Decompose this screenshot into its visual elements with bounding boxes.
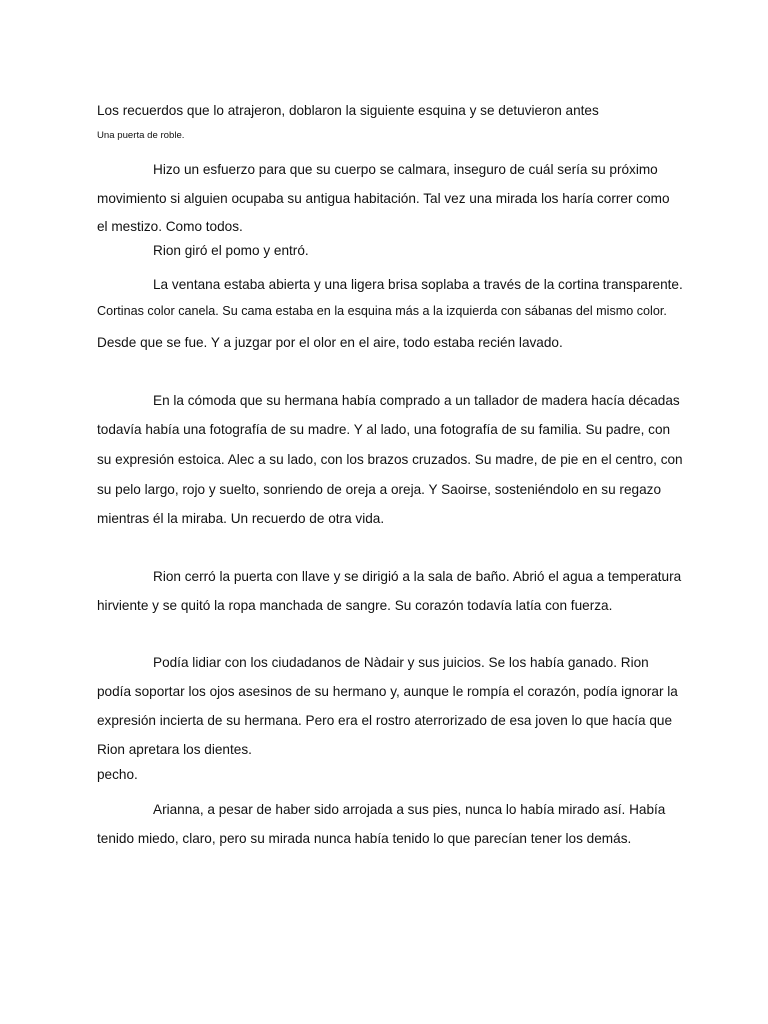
text-line: Rion apretara los dientes. [97,742,252,757]
text-line: podía soportar los ojos asesinos de su hermano y, aunque le rompía el corazón, podía ignorar la [97,684,678,699]
text-line: pecho. [97,767,138,782]
text-line: movimiento si alguien ocupaba su antigua habitación. Tal vez una mirada los haría correr como [97,191,670,206]
text-line: Hizo un esfuerzo para que su cuerpo se calmara, inseguro de cuál sería su próximo [153,162,658,177]
text-line: Rion giró el pomo y entró. [153,243,309,258]
text-line: Cortinas color canela. Su cama estaba en la esquina más a la izquierda con sábanas del mismo color. [97,304,667,318]
text-line: La ventana estaba abierta y una ligera brisa soplaba a través de la cortina transparente. [153,277,683,292]
text-line: todavía había una fotografía de su madre. Y al lado, una fotografía de su familia. Su padre, con [97,422,671,437]
text-line: Arianna, a pesar de haber sido arrojada a sus pies, nunca lo había mirado así. Había [153,802,666,817]
text-line: hirviente y se quitó la ropa manchada de sangre. Su corazón todavía latía con fuerza. [97,598,613,613]
text-line: Podía lidiar con los ciudadanos de Nàdair y sus juicios. Se los había ganado. Rion [153,655,649,670]
text-line: Una puerta de roble. [97,130,185,141]
text-line: el mestizo. Como todos. [97,219,243,234]
text-line: Rion cerró la puerta con llave y se dirigió a la sala de baño. Abrió el agua a temperatura [153,569,682,584]
text-line: Desde que se fue. Y a juzgar por el olor en el aire, todo estaba recién lavado. [97,335,563,350]
text-line: expresión incierta de su hermana. Pero era el rostro aterrorizado de esa joven lo que hacía que [97,713,673,728]
text-line: su expresión estoica. Alec a su lado, con los brazos cruzados. Su madre, de pie en el centro, con [97,452,683,467]
text-line: tenido miedo, claro, pero su mirada nunca había tenido lo que parecían tener los demás. [97,831,632,846]
text-line: mientras él la miraba. Un recuerdo de otra vida. [97,511,385,526]
text-line: En la cómoda que su hermana había comprado a un tallador de madera hacía décadas [153,393,680,408]
text-line: su pelo largo, rojo y suelto, sonriendo de oreja a oreja. Y Saoirse, sosteniéndolo en su regazo [97,482,662,497]
text-line: Los recuerdos que lo atrajeron, doblaron la siguiente esquina y se detuvieron antes [97,103,599,118]
